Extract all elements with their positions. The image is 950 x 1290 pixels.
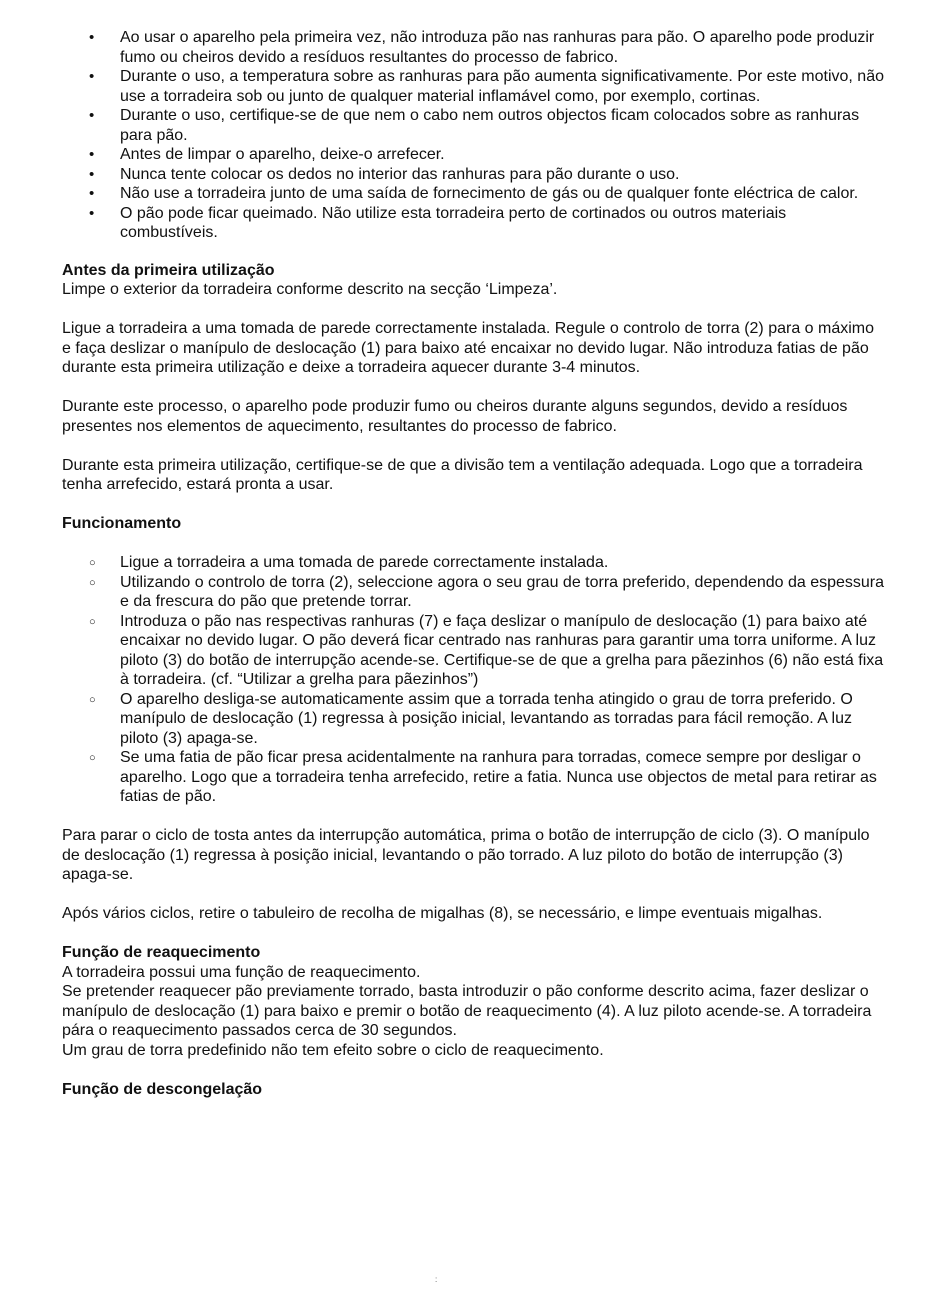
list-item: ○ Utilizando o controlo de torra (2), seleccione agora o seu grau de torra preferido, dependendo da espessura e da frescura do pão que pretende torrar. [62, 573, 886, 612]
document-page [62, 28, 886, 1099]
list-item: • Não use a torradeira junto de uma saída de fornecimento de gás ou de qualquer fonte eléctrica de calor. [62, 184, 886, 204]
list-item: ○ O aparelho desliga-se automaticamente assim que a torrada tenha atingido o grau de torra preferido. O manípulo de deslocação (1) regressa à posição inicial, levantando as torradas para fácil remoção. A luz piloto (3) apaga-se. [62, 690, 886, 749]
first-use-heading: Antes da primeira utilização [62, 261, 275, 279]
list-item: • Antes de limpar o aparelho, deixe-o arrefecer. [62, 145, 886, 165]
operation-steps [62, 553, 886, 807]
first-use-paragraph: Durante esta primeira utilização, certifique-se de que a divisão tem a ventilação adequada. Logo que a torradeira tenha arrefecido, estará pronta a usar. [62, 456, 863, 493]
reheat-line: A torradeira possui uma função de reaquecimento. [62, 963, 421, 981]
reheat-heading: Função de reaquecimento [62, 944, 261, 961]
list-item: ○ Se uma fatia de pão ficar presa acidentalmente na ranhura para torradas, comece sempre por desligar o aparelho. Logo que a torradeira tenha arrefecido, retire a fatia. Nunca use objectos de metal para retirar as fatias de pão. [62, 748, 886, 807]
safety-list [62, 28, 886, 243]
list-item: • O pão pode ficar queimado. Não utilize esta torradeira perto de cortinados ou outros materiais combustíveis. [62, 204, 886, 243]
defrost-heading: Função de descongelação [62, 1080, 263, 1098]
footer-mark: : [435, 1275, 438, 1284]
stop-paragraph: Para parar o ciclo de tosta antes da interrupção automática, prima o botão de interrupção de ciclo (3). O manípulo de deslocação (1) regressa à posição inicial, levantando o pão torrado. A luz piloto do botão de interrupção (3) apaga-se. [62, 827, 870, 883]
list-item: ○ Introduza o pão nas respectivas ranhuras (7) e faça deslizar o manípulo de deslocação (1) para baixo até encaixar no devido lugar. O pão deverá ficar centrado nas ranhuras para garantir uma torra uniforme. A luz piloto (3) do botão de interrupção acende-se. Certifique-se de que a grelha para pãezinhos (6) não está fixa à torradeira. (cf. “Utilizar a grelha para pãezinhos”) [62, 612, 886, 690]
crumbs-paragraph: Após vários ciclos, retire o tabuleiro de recolha de migalhas (8), se necessário, e limpe eventuais migalhas. [62, 905, 823, 922]
reheat-line: Um grau de torra predefinido não tem efeito sobre o ciclo de reaquecimento. [62, 1041, 604, 1059]
list-item: ○ Ligue a torradeira a uma tomada de parede correctamente instalada. [62, 553, 886, 573]
operation-heading: Funcionamento [62, 515, 182, 532]
reheat-line: Se pretender reaquecer pão previamente torrado, basta introduzir o pão conforme descrito acima, fazer deslizar o manípulo de deslocação (1) para baixo e premir o botão de reaquecimento (4). A luz piloto acende-se. A torradeira pára o reaquecimento passados cerca de 30 segundos. [62, 983, 872, 1039]
first-use-intro: Limpe o exterior da torradeira conforme descrito na secção ‘Limpeza’. [62, 281, 558, 298]
first-use-paragraph: Ligue a torradeira a uma tomada de parede correctamente instalada. Regule o controlo de torra (2) para o máximo e faça deslizar o manípulo de deslocação (1) para baixo até encaixar no devido lugar. Não introduza fatias de pão durante esta primeira utilização e deixe a torradeira aquecer durante 3-4 minutos. [62, 320, 875, 376]
list-item: • Durante o uso, certifique-se de que nem o cabo nem outros objectos ficam colocados sobre as ranhuras para pão. [62, 106, 886, 145]
list-item: • Nunca tente colocar os dedos no interior das ranhuras para pão durante o uso. [62, 165, 886, 185]
list-item: • Ao usar o aparelho pela primeira vez, não introduza pão nas ranhuras para pão. O aparelho pode produzir fumo ou cheiros devido a resíduos resultantes do processo de fabrico. [62, 28, 886, 67]
first-use-paragraph: Durante este processo, o aparelho pode produzir fumo ou cheiros durante alguns segundos, devido a resíduos presentes nos elementos de aquecimento, resultantes do processo de fabrico. [62, 398, 848, 435]
list-item: • Durante o uso, a temperatura sobre as ranhuras para pão aumenta significativamente. Por este motivo, não use a torradeira sob ou junto de qualquer material inflamável como, por exemplo, cortinas. [62, 67, 886, 106]
